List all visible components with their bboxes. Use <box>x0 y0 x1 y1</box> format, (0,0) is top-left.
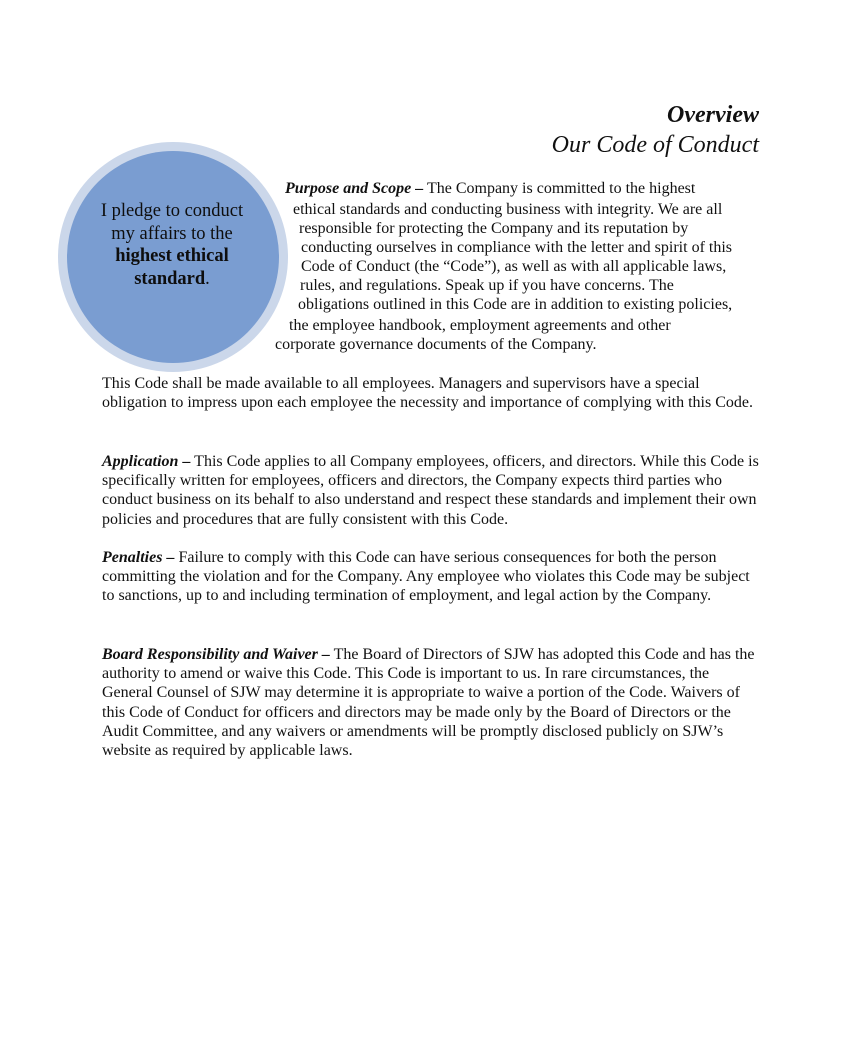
purpose-line: the employee handbook, employment agreements and other <box>289 317 671 334</box>
pledge-emphasis: highest ethical standard <box>115 246 229 289</box>
page-subtitle: Our Code of Conduct <box>551 132 759 158</box>
application-paragraph: Application – This Code applies to all Company employees, officers, and directors. While this Code is specifically written for employees, officers and directors, the Company expects third parties who conduct business on its behalf to also understand and respect these standards and implement their own policies and procedures that are fully consistent with this Code. <box>102 453 759 528</box>
application-lead: Application – <box>102 453 191 470</box>
purpose-line: corporate governance documents of the Company. <box>275 336 597 353</box>
purpose-line: rules, and regulations. Speak up if you have concerns. The <box>300 277 674 294</box>
penalties-lead: Penalties – <box>102 549 175 566</box>
pledge-text: I pledge to conduct my affairs to the <box>100 201 244 244</box>
penalties-paragraph: Penalties – Failure to comply with this Code can have serious consequences for both the person committing the violation and for the Company. Any employee who violates this Code may be subject to sanctions, up to and including termination of employment, and legal action by the Company. <box>102 549 750 605</box>
board-paragraph: Board Responsibility and Waiver – The Board of Directors of SJW has adopted this Code and has the authority to amend or waive this Code. This Code is important to us. In rare circumstances, the General Counsel of SJW may determine it is appropriate to waive a portion of the Code. Waivers of this Code of Conduct for officers and directors may be made only by the Board of Directors or the Audit Committee, and any waivers or amendments will be promptly disclosed publicly on SJW’s website as required by applicable laws. <box>102 646 755 760</box>
purpose-line: responsible for protecting the Company and its reputation by <box>299 220 689 237</box>
purpose-line: conducting ourselves in compliance with the letter and spirit of this <box>301 239 733 256</box>
purpose-line: Purpose and Scope – The Company is committed to the highest <box>285 180 696 197</box>
pledge-callout <box>92 200 252 290</box>
purpose-lead: Purpose and Scope – <box>285 180 424 197</box>
page-title: Overview <box>667 102 759 128</box>
purpose-line: ethical standards and conducting business with integrity. We are all <box>293 201 723 218</box>
purpose-line: Code of Conduct (the “Code”), as well as with all applicable laws, <box>301 258 727 275</box>
purpose-line: obligations outlined in this Code are in addition to existing policies, <box>298 296 733 313</box>
availability-paragraph: This Code shall be made available to all employees. Managers and supervisors have a special obligation to impress upon each employee the necessity and importance of complying with this Code. <box>102 375 753 412</box>
board-lead: Board Responsibility and Waiver – <box>102 646 330 663</box>
pledge-punctuation: . <box>205 268 210 289</box>
